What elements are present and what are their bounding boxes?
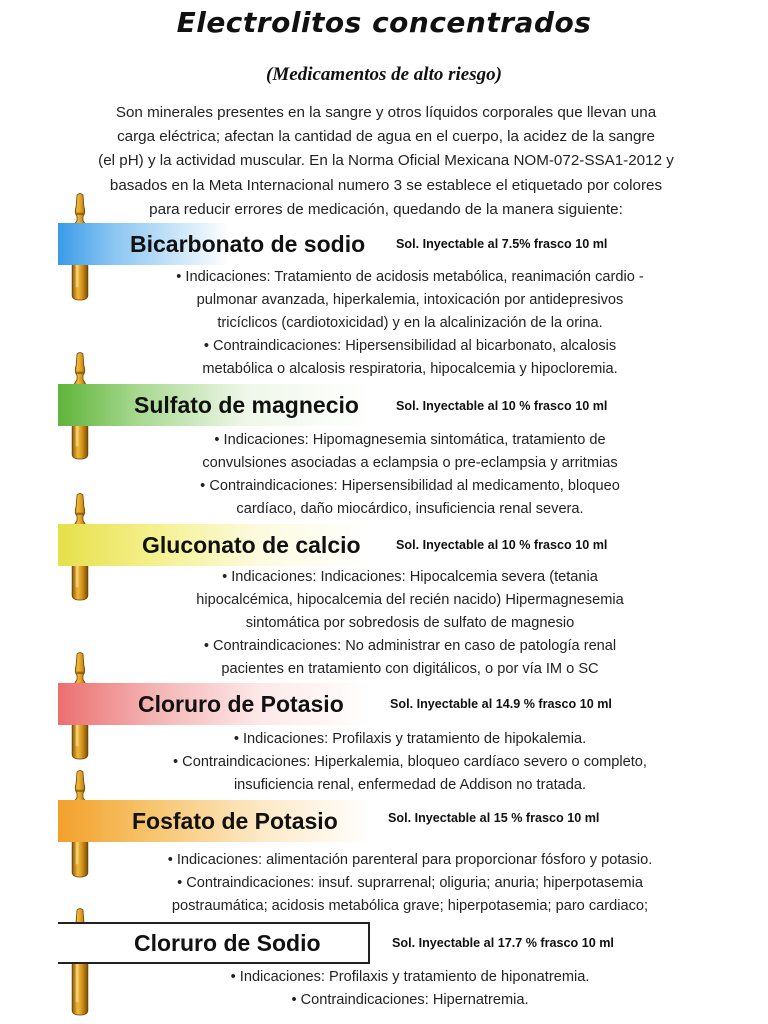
description-line: • Contraindicaciones: Hipersensibilidad al medicamento, bloqueo [200, 478, 620, 494]
page-subtitle: (Medicamentos de alto riesgo) [266, 64, 502, 85]
drug-description [110, 966, 710, 1012]
description-line: • Contraindicaciones: Hipersensibilidad al bicarbonato, alcalosis [203, 338, 617, 354]
description-line: • Contraindicaciones: Hiperkalemia, bloqueo cardíaco severo o completo, [173, 754, 647, 770]
section-bicarbonato-de-sodio [0, 193, 768, 378]
concentration-label: Sol. Inyectable al 17.7 % frasco 10 ml [392, 936, 614, 950]
description-line: pacientes en tratamiento con digitálicos, o por vía IM o SC [221, 661, 599, 677]
description-line: hipocalcémica, hipocalcemia del recién nacido) Hipermagnesemia [196, 592, 624, 608]
description-line: tricíclicos (cardiotoxicidad) y en la alcalinización de la orina. [217, 315, 603, 331]
intro-line: (el pH) y la actividad muscular. En la Norma Oficial Mexicana NOM-072-SSA1-2012 y [98, 152, 674, 170]
concentration-label: Sol. Inyectable al 14.9 % frasco 10 ml [390, 697, 612, 711]
section-fosfato-de-potasio [0, 770, 768, 920]
description-line: • Indicaciones: Profilaxis y tratamiento de hiponatremia. [230, 969, 590, 985]
description-line: • Indicaciones: Profilaxis y tratamiento de hipokalemia. [233, 731, 587, 747]
description-line: sintomática por sobredosis de sulfato de magnesio [245, 615, 575, 631]
intro-line: para reducir errores de medicación, quedando de la manera siguiente: [149, 200, 623, 218]
concentration-label: Sol. Inyectable al 15 % frasco 10 ml [388, 811, 600, 825]
section-cloruro-de-sodio [0, 908, 768, 1024]
description-line: insuficiencia renal, enfermedad de Addison no tratada. [233, 777, 587, 793]
drug-name: Fosfato de Potasio [132, 808, 338, 834]
description-line: • Indicaciones: Tratamiento de acidosis metabólica, reanimación cardio - [176, 269, 644, 285]
description-line: • Indicaciones: alimentación parenteral para proporcionar fósforo y potasio. [167, 852, 653, 868]
intro-line: carga eléctrica; afectan la cantidad de agua en el cuerpo, la acidez de la sangre [117, 128, 655, 146]
description-line: cardíaco, daño miocárdico, insuficiencia renal severa. [236, 501, 584, 517]
description-line: • Contraindicaciones: Hipernatremia. [291, 992, 529, 1008]
description-line: pulmonar avanzada, hiperkalemia, intoxicación por antidepresivos [196, 292, 624, 308]
description-line: • Indicaciones: Hipomagnesemia sintomática, tratamiento de [214, 432, 606, 448]
drug-name: Bicarbonato de sodio [130, 231, 366, 257]
intro-line: Son minerales presentes en la sangre y otros líquidos corporales que llevan una [115, 104, 657, 121]
description-line: • Contraindicaciones: No administrar en caso de patología renal [203, 638, 617, 654]
description-line: convulsiones asociadas a eclampsia o pre-eclampsia y arritmias [202, 455, 618, 471]
concentration-label: Sol. Inyectable al 7.5% frasco 10 ml [396, 237, 608, 251]
drug-name: Gluconato de calcio [142, 532, 361, 558]
description-line: postraumática; acidosis metabólica grave; hiperpotasemia; paro cardiaco; [171, 898, 649, 914]
page-title: Electrolitos concentrados [176, 6, 592, 39]
description-line: • Indicaciones: Indicaciones: Hipocalcemia severa (tetania [222, 569, 598, 585]
concentration-label: Sol. Inyectable al 10 % frasco 10 ml [396, 538, 608, 552]
intro-line: basados en la Meta Internacional numero 3 se establece el etiquetado por colores [109, 176, 663, 194]
drug-name: Cloruro de Sodio [134, 930, 321, 956]
drug-name: Cloruro de Potasio [138, 691, 344, 717]
description-line: • Contraindicaciones: insuf. suprarrenal; oliguria; anuria; hiperpotasemia [177, 875, 643, 891]
description-line: metabólica o alcalosis respiratoria, hipocalcemia y hipocloremia. [202, 361, 618, 377]
drug-name: Sulfato de magnecio [134, 392, 359, 418]
concentration-label: Sol. Inyectable al 10 % frasco 10 ml [396, 399, 608, 413]
